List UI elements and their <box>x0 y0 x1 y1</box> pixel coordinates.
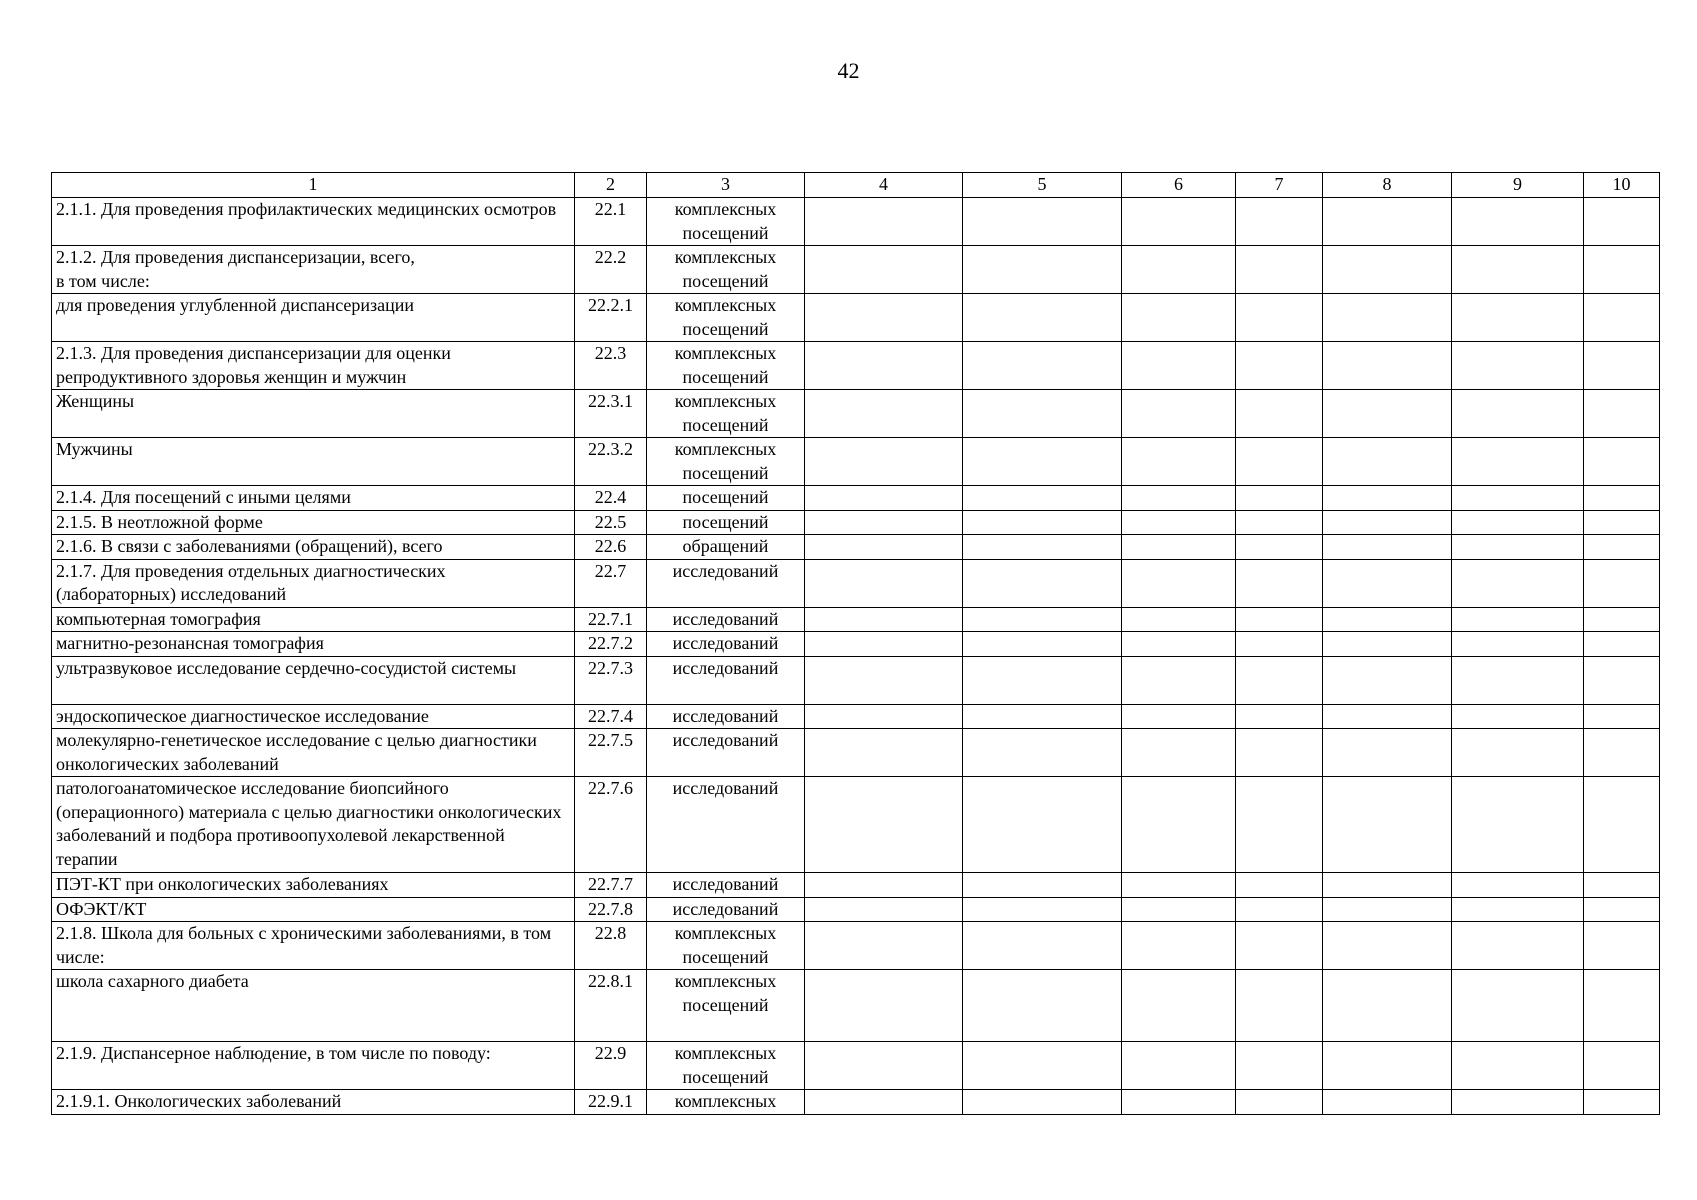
row-code-cell: 22.2 <box>575 246 647 294</box>
header-cell: 10 <box>1584 173 1660 198</box>
empty-value-cell <box>1584 438 1660 486</box>
row-name-cell: 2.1.1. Для проведения профилактических медицинских осмотров <box>52 198 575 246</box>
table-row <box>52 970 1660 1042</box>
empty-value-cell <box>1122 246 1236 294</box>
row-unit-cell: исследований <box>647 607 805 632</box>
empty-value-cell <box>1122 777 1236 873</box>
row-code-cell: 22.6 <box>575 535 647 560</box>
empty-value-cell <box>1584 873 1660 898</box>
row-code-cell: 22.7.5 <box>575 729 647 777</box>
row-name-cell: ультразвуковое исследование сердечно-сосудистой системы <box>52 656 575 704</box>
empty-value-cell <box>1323 198 1452 246</box>
empty-value-cell <box>1323 897 1452 922</box>
empty-value-cell <box>963 559 1122 607</box>
empty-value-cell <box>1236 777 1323 873</box>
header-cell: 1 <box>52 173 575 198</box>
empty-value-cell <box>1452 535 1584 560</box>
row-name-cell: эндоскопическое диагностическое исследование <box>52 704 575 729</box>
empty-value-cell <box>1122 559 1236 607</box>
empty-value-cell <box>963 632 1122 657</box>
empty-value-cell <box>805 656 963 704</box>
empty-value-cell <box>1584 294 1660 342</box>
empty-value-cell <box>1323 1042 1452 1090</box>
empty-value-cell <box>1122 922 1236 970</box>
header-cell: 2 <box>575 173 647 198</box>
empty-value-cell <box>805 897 963 922</box>
row-unit-cell: комплексных посещений <box>647 438 805 486</box>
empty-value-cell <box>963 246 1122 294</box>
empty-value-cell <box>963 607 1122 632</box>
empty-value-cell <box>963 922 1122 970</box>
empty-value-cell <box>1323 704 1452 729</box>
row-unit-cell: комплексных посещений <box>647 1042 805 1090</box>
empty-value-cell <box>1452 607 1584 632</box>
empty-value-cell <box>963 897 1122 922</box>
empty-value-cell <box>1584 535 1660 560</box>
table-row <box>52 607 1660 632</box>
table-row <box>52 729 1660 777</box>
empty-value-cell <box>1584 632 1660 657</box>
empty-value-cell <box>963 438 1122 486</box>
empty-value-cell <box>1236 342 1323 390</box>
empty-value-cell <box>1122 342 1236 390</box>
empty-value-cell <box>963 1042 1122 1090</box>
empty-value-cell <box>805 342 963 390</box>
table-row <box>52 510 1660 535</box>
empty-value-cell <box>1323 486 1452 511</box>
empty-value-cell <box>805 510 963 535</box>
table-row <box>52 198 1660 246</box>
empty-value-cell <box>1452 656 1584 704</box>
empty-value-cell <box>1584 390 1660 438</box>
row-code-cell: 22.7.6 <box>575 777 647 873</box>
row-code-cell: 22.3.2 <box>575 438 647 486</box>
row-code-cell: 22.4 <box>575 486 647 511</box>
row-name-cell: патологоанатомическое исследование биопсийного (операционного) материала с целью диагностики онкологических заболеваний и подбора противоопухолевой лекарственной терапии <box>52 777 575 873</box>
empty-value-cell <box>1452 970 1584 1042</box>
empty-value-cell <box>1122 632 1236 657</box>
empty-value-cell <box>1452 1042 1584 1090</box>
empty-value-cell <box>963 535 1122 560</box>
empty-value-cell <box>1122 704 1236 729</box>
row-unit-cell: посещений <box>647 486 805 511</box>
empty-value-cell <box>1122 873 1236 898</box>
empty-value-cell <box>1323 1090 1452 1115</box>
row-unit-cell: исследований <box>647 873 805 898</box>
row-unit-cell: комплексных посещений <box>647 342 805 390</box>
row-name-cell: Мужчины <box>52 438 575 486</box>
empty-value-cell <box>1452 559 1584 607</box>
empty-value-cell <box>1584 246 1660 294</box>
row-code-cell: 22.3.1 <box>575 390 647 438</box>
table-row <box>52 704 1660 729</box>
table-row <box>52 873 1660 898</box>
empty-value-cell <box>1584 897 1660 922</box>
table-row <box>52 342 1660 390</box>
row-unit-cell: посещений <box>647 510 805 535</box>
row-unit-cell: комплексных посещений <box>647 922 805 970</box>
empty-value-cell <box>1236 729 1323 777</box>
row-code-cell: 22.7.8 <box>575 897 647 922</box>
empty-value-cell <box>1236 198 1323 246</box>
empty-value-cell <box>1584 198 1660 246</box>
empty-value-cell <box>1584 922 1660 970</box>
empty-value-cell <box>805 390 963 438</box>
row-unit-cell: исследований <box>647 729 805 777</box>
header-cell: 5 <box>963 173 1122 198</box>
empty-value-cell <box>1122 729 1236 777</box>
row-unit-cell: исследований <box>647 897 805 922</box>
table-row <box>52 897 1660 922</box>
row-name-cell: ПЭТ-КТ при онкологических заболеваниях <box>52 873 575 898</box>
empty-value-cell <box>963 294 1122 342</box>
table-row <box>52 535 1660 560</box>
row-name-cell: 2.1.2. Для проведения диспансеризации, всего, в том числе: <box>52 246 575 294</box>
table-row <box>52 1042 1660 1090</box>
empty-value-cell <box>1236 486 1323 511</box>
row-code-cell: 22.8.1 <box>575 970 647 1042</box>
header-cell: 4 <box>805 173 963 198</box>
empty-value-cell <box>1122 656 1236 704</box>
row-name-cell: школа сахарного диабета <box>52 970 575 1042</box>
header-cell: 6 <box>1122 173 1236 198</box>
empty-value-cell <box>1323 510 1452 535</box>
row-name-cell: ОФЭКТ/КТ <box>52 897 575 922</box>
empty-value-cell <box>1323 294 1452 342</box>
row-unit-cell: комплексных посещений <box>647 198 805 246</box>
empty-value-cell <box>805 729 963 777</box>
row-code-cell: 22.7.2 <box>575 632 647 657</box>
empty-value-cell <box>963 777 1122 873</box>
empty-value-cell <box>1452 390 1584 438</box>
empty-value-cell <box>1236 390 1323 438</box>
empty-value-cell <box>1323 922 1452 970</box>
empty-value-cell <box>1584 1042 1660 1090</box>
empty-value-cell <box>963 1090 1122 1115</box>
empty-value-cell <box>1323 246 1452 294</box>
empty-value-cell <box>1452 486 1584 511</box>
header-row <box>52 173 1660 198</box>
page-number: 42 <box>837 58 860 83</box>
data-table <box>51 172 1660 1115</box>
table-row <box>52 486 1660 511</box>
empty-value-cell <box>1452 246 1584 294</box>
row-unit-cell: комплексных посещений <box>647 246 805 294</box>
empty-value-cell <box>805 438 963 486</box>
row-name-cell: 2.1.5. В неотложной форме <box>52 510 575 535</box>
row-unit-cell: исследований <box>647 656 805 704</box>
empty-value-cell <box>1323 559 1452 607</box>
empty-value-cell <box>805 535 963 560</box>
row-unit-cell: исследований <box>647 777 805 873</box>
row-code-cell: 22.7 <box>575 559 647 607</box>
empty-value-cell <box>1452 294 1584 342</box>
row-name-cell: магнитно-резонансная томография <box>52 632 575 657</box>
empty-value-cell <box>805 1042 963 1090</box>
empty-value-cell <box>1584 342 1660 390</box>
empty-value-cell <box>963 729 1122 777</box>
empty-value-cell <box>1236 559 1323 607</box>
empty-value-cell <box>1584 510 1660 535</box>
empty-value-cell <box>1452 729 1584 777</box>
row-unit-cell: комплексных посещений <box>647 294 805 342</box>
empty-value-cell <box>1452 198 1584 246</box>
empty-value-cell <box>1323 342 1452 390</box>
row-name-cell: компьютерная томография <box>52 607 575 632</box>
table-row <box>52 656 1660 704</box>
empty-value-cell <box>1584 970 1660 1042</box>
empty-value-cell <box>805 559 963 607</box>
row-unit-cell: исследований <box>647 704 805 729</box>
empty-value-cell <box>805 873 963 898</box>
table-row <box>52 777 1660 873</box>
empty-value-cell <box>805 922 963 970</box>
empty-value-cell <box>1452 1090 1584 1115</box>
row-code-cell: 22.3 <box>575 342 647 390</box>
empty-value-cell <box>1236 970 1323 1042</box>
empty-value-cell <box>805 704 963 729</box>
empty-value-cell <box>1236 632 1323 657</box>
row-code-cell: 22.8 <box>575 922 647 970</box>
row-code-cell: 22.1 <box>575 198 647 246</box>
empty-value-cell <box>1122 510 1236 535</box>
empty-value-cell <box>1236 897 1323 922</box>
empty-value-cell <box>805 970 963 1042</box>
empty-value-cell <box>963 656 1122 704</box>
row-name-cell: 2.1.8. Школа для больных с хроническими заболеваниями, в том числе: <box>52 922 575 970</box>
table-row <box>52 922 1660 970</box>
empty-value-cell <box>1584 777 1660 873</box>
empty-value-cell <box>1584 704 1660 729</box>
empty-value-cell <box>1122 390 1236 438</box>
empty-value-cell <box>1236 656 1323 704</box>
row-code-cell: 22.2.1 <box>575 294 647 342</box>
empty-value-cell <box>963 704 1122 729</box>
table-row <box>52 1090 1660 1115</box>
header-cell: 9 <box>1452 173 1584 198</box>
empty-value-cell <box>1323 873 1452 898</box>
empty-value-cell <box>1122 1090 1236 1115</box>
empty-value-cell <box>1122 198 1236 246</box>
empty-value-cell <box>963 342 1122 390</box>
empty-value-cell <box>1323 970 1452 1042</box>
row-unit-cell: обращений <box>647 535 805 560</box>
header-cell: 8 <box>1323 173 1452 198</box>
table-body <box>52 173 1660 1115</box>
empty-value-cell <box>1452 632 1584 657</box>
empty-value-cell <box>1122 970 1236 1042</box>
empty-value-cell <box>1236 510 1323 535</box>
empty-value-cell <box>1452 704 1584 729</box>
table-row <box>52 294 1660 342</box>
empty-value-cell <box>1236 922 1323 970</box>
empty-value-cell <box>805 1090 963 1115</box>
empty-value-cell <box>1122 438 1236 486</box>
empty-value-cell <box>805 632 963 657</box>
empty-value-cell <box>1236 704 1323 729</box>
empty-value-cell <box>1323 632 1452 657</box>
empty-value-cell <box>1236 535 1323 560</box>
row-name-cell: 2.1.6. В связи с заболеваниями (обращений), всего <box>52 535 575 560</box>
empty-value-cell <box>1122 607 1236 632</box>
row-name-cell: 2.1.9. Диспансерное наблюдение, в том числе по поводу: <box>52 1042 575 1090</box>
table-row <box>52 246 1660 294</box>
empty-value-cell <box>963 970 1122 1042</box>
row-code-cell: 22.9 <box>575 1042 647 1090</box>
empty-value-cell <box>963 510 1122 535</box>
header-cell: 7 <box>1236 173 1323 198</box>
row-unit-cell: исследований <box>647 632 805 657</box>
row-code-cell: 22.9.1 <box>575 1090 647 1115</box>
empty-value-cell <box>963 873 1122 898</box>
table-row <box>52 559 1660 607</box>
empty-value-cell <box>1452 897 1584 922</box>
empty-value-cell <box>963 198 1122 246</box>
empty-value-cell <box>1452 873 1584 898</box>
row-name-cell: Женщины <box>52 390 575 438</box>
row-code-cell: 22.7.3 <box>575 656 647 704</box>
row-name-cell: 2.1.9.1. Онкологических заболеваний <box>52 1090 575 1115</box>
empty-value-cell <box>963 486 1122 511</box>
table-row <box>52 390 1660 438</box>
empty-value-cell <box>1584 656 1660 704</box>
empty-value-cell <box>1323 656 1452 704</box>
empty-value-cell <box>1236 294 1323 342</box>
empty-value-cell <box>1236 607 1323 632</box>
row-name-cell: 2.1.3. Для проведения диспансеризации для оценки репродуктивного здоровья женщин и мужчин <box>52 342 575 390</box>
empty-value-cell <box>1236 438 1323 486</box>
empty-value-cell <box>1122 486 1236 511</box>
empty-value-cell <box>805 198 963 246</box>
empty-value-cell <box>805 607 963 632</box>
empty-value-cell <box>1236 873 1323 898</box>
empty-value-cell <box>1236 246 1323 294</box>
empty-value-cell <box>1452 922 1584 970</box>
empty-value-cell <box>1122 1042 1236 1090</box>
empty-value-cell <box>1452 438 1584 486</box>
empty-value-cell <box>1122 294 1236 342</box>
empty-value-cell <box>1323 607 1452 632</box>
empty-value-cell <box>1323 438 1452 486</box>
empty-value-cell <box>1584 486 1660 511</box>
empty-value-cell <box>805 246 963 294</box>
row-code-cell: 22.7.1 <box>575 607 647 632</box>
empty-value-cell <box>1584 559 1660 607</box>
table-row <box>52 632 1660 657</box>
header-cell: 3 <box>647 173 805 198</box>
row-unit-cell: комплексных <box>647 1090 805 1115</box>
table-row <box>52 438 1660 486</box>
row-name-cell: для проведения углубленной диспансеризации <box>52 294 575 342</box>
row-code-cell: 22.7.4 <box>575 704 647 729</box>
empty-value-cell <box>1323 390 1452 438</box>
empty-value-cell <box>1584 729 1660 777</box>
empty-value-cell <box>963 390 1122 438</box>
empty-value-cell <box>805 777 963 873</box>
empty-value-cell <box>1452 510 1584 535</box>
empty-value-cell <box>1323 777 1452 873</box>
empty-value-cell <box>805 294 963 342</box>
empty-value-cell <box>1584 1090 1660 1115</box>
empty-value-cell <box>1452 342 1584 390</box>
empty-value-cell <box>1122 897 1236 922</box>
row-name-cell: молекулярно-генетическое исследование с целью диагностики онкологических заболеваний <box>52 729 575 777</box>
row-unit-cell: комплексных посещений <box>647 390 805 438</box>
row-name-cell: 2.1.4. Для посещений с иными целями <box>52 486 575 511</box>
empty-value-cell <box>1122 535 1236 560</box>
row-code-cell: 22.5 <box>575 510 647 535</box>
empty-value-cell <box>1452 777 1584 873</box>
row-code-cell: 22.7.7 <box>575 873 647 898</box>
empty-value-cell <box>805 486 963 511</box>
row-unit-cell: исследований <box>647 559 805 607</box>
empty-value-cell <box>1584 607 1660 632</box>
empty-value-cell <box>1236 1090 1323 1115</box>
empty-value-cell <box>1323 535 1452 560</box>
empty-value-cell <box>1323 729 1452 777</box>
row-name-cell: 2.1.7. Для проведения отдельных диагностических (лабораторных) исследований <box>52 559 575 607</box>
row-unit-cell: комплексных посещений <box>647 970 805 1042</box>
empty-value-cell <box>1236 1042 1323 1090</box>
